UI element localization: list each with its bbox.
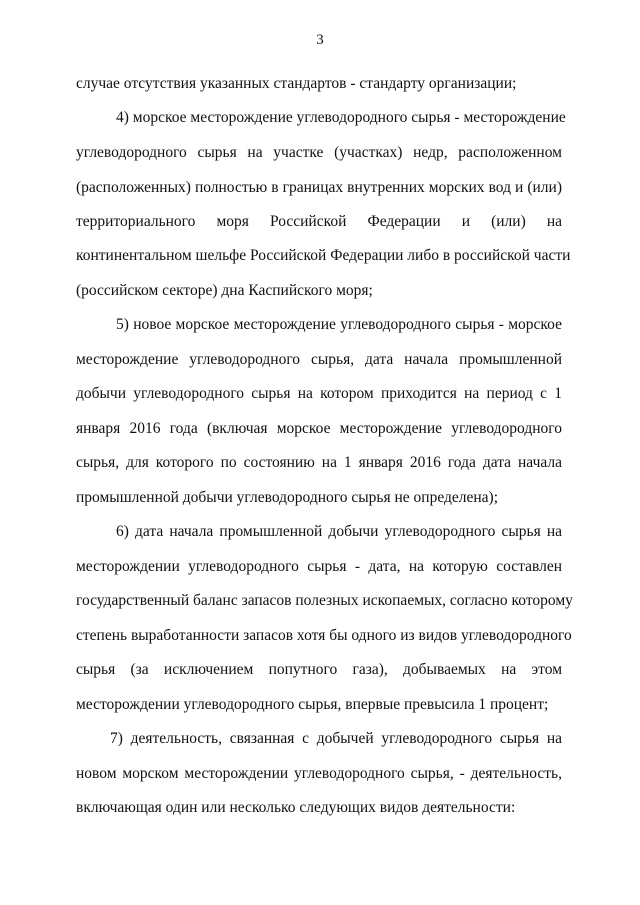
- paragraph-line: континентальном шельфе Российской Федерации либо в российской части: [76, 247, 571, 264]
- paragraph-line: государственный баланс запасов полезных ископаемых, согласно которому: [76, 592, 573, 609]
- paragraph-line: включающая один или несколько следующих видов деятельности:: [76, 799, 516, 816]
- paragraph-line: случае отсутствия указанных стандартов - стандарту организации;: [76, 75, 517, 92]
- paragraph-line: 5) новое морское месторождение углеводородного сырья - морское: [116, 316, 562, 333]
- paragraph-line: степень выработанности запасов хотя бы одного из видов углеводородного: [76, 627, 572, 644]
- paragraph-line: сырья (за исключением попутного газа), добываемых на этом: [76, 661, 562, 678]
- paragraph-line: сырья, для которого по состоянию на 1 января 2016 года дата начала: [76, 454, 562, 471]
- paragraph-line: месторождении углеводородного сырья - дата, на которую составлен: [76, 558, 562, 575]
- paragraph-line: (расположенных) полностью в границах внутренних морских вод и (или): [76, 179, 562, 196]
- paragraph-line: новом морском месторождении углеводородного сырья, - деятельность,: [76, 765, 562, 782]
- paragraph-line: территориального моря Российской Федерации и (или) на: [76, 213, 562, 230]
- paragraph-line: 7) деятельность, связанная с добычей углеводородного сырья на: [110, 730, 562, 747]
- paragraph-line: 4) морское месторождение углеводородного сырья - месторождение: [116, 109, 566, 126]
- paragraph-line: месторождении углеводородного сырья, впервые превысила 1 процент;: [76, 696, 549, 713]
- paragraph-line: добычи углеводородного сырья на котором приходится на период с 1: [76, 385, 562, 402]
- paragraph-line: 6) дата начала промышленной добычи углеводородного сырья на: [116, 523, 562, 540]
- paragraph-line: промышленной добычи углеводородного сырья не определена);: [76, 489, 499, 506]
- paragraph-line: месторождение углеводородного сырья, дата начала промышленной: [76, 351, 562, 368]
- page-number: 3: [316, 32, 324, 48]
- paragraph-line: января 2016 года (включая морское месторождение углеводородного: [76, 420, 562, 437]
- paragraph-line: (российском секторе) дна Каспийского моря;: [76, 282, 373, 299]
- paragraph-line: углеводородного сырья на участке (участках) недр, расположенном: [76, 144, 562, 161]
